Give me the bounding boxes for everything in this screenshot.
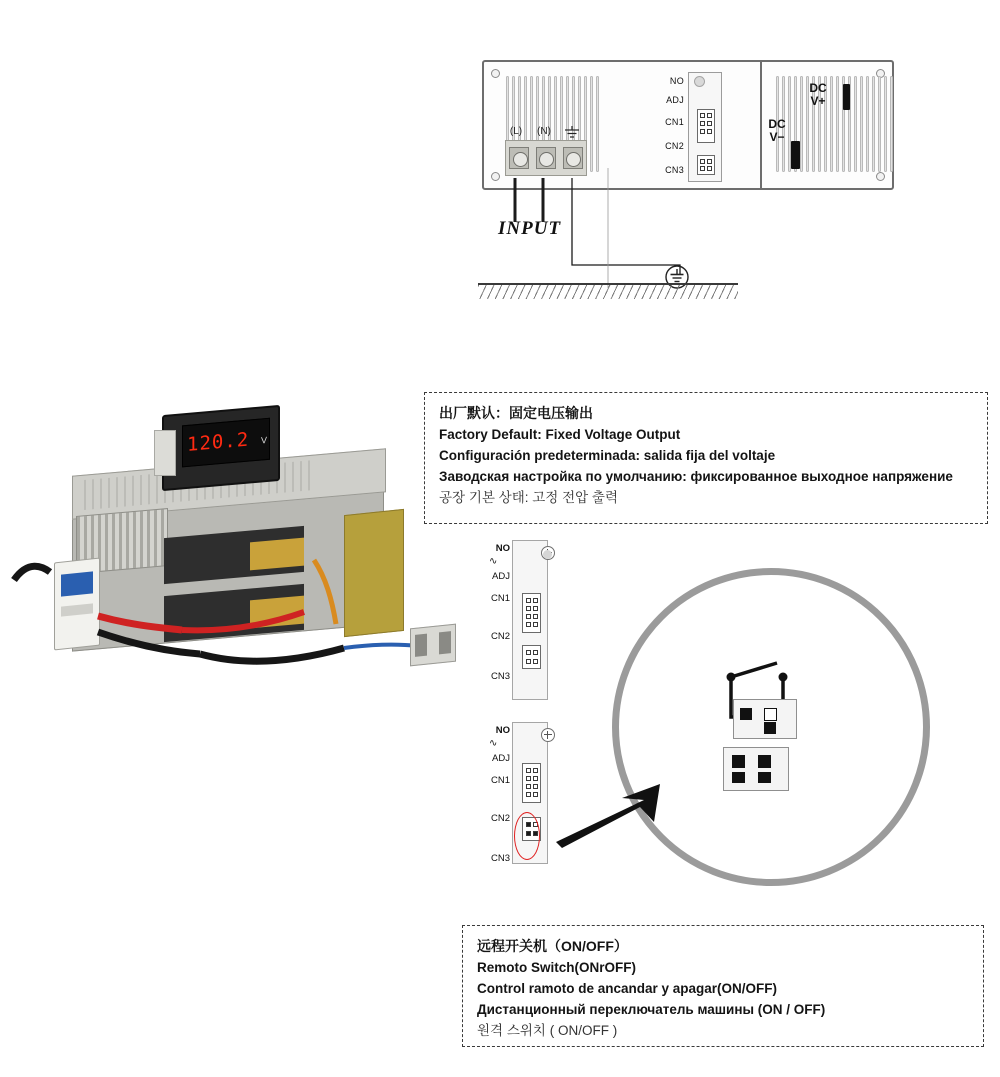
panel-screw-icon bbox=[491, 69, 500, 78]
cn3-pin-1 bbox=[740, 708, 752, 720]
rear-connector-labels: NO ADJ CN1 CN2 CN3 bbox=[665, 76, 684, 175]
note-top-es: Configuración predeterminada: salida fija del voltaje bbox=[439, 448, 776, 463]
adjust-screw-icon bbox=[541, 728, 555, 742]
rear-cn1-header bbox=[697, 109, 715, 143]
factory-default-note bbox=[424, 392, 988, 524]
panel-screw-icon bbox=[876, 172, 885, 181]
cn3-highlight-ring bbox=[514, 812, 540, 860]
meter-reading: 120.2 bbox=[187, 428, 250, 456]
ac-wave-icon: ∿ bbox=[489, 738, 498, 749]
panel-indicator-icon bbox=[694, 76, 705, 87]
photo-wiring bbox=[14, 520, 454, 700]
cn3-header-upper bbox=[522, 645, 541, 669]
remote-switch-note bbox=[462, 925, 984, 1047]
dc-positive-label: DC V+ bbox=[809, 81, 827, 108]
magnified-cn3-header bbox=[733, 699, 797, 739]
ac-wave-icon: ∿ bbox=[489, 556, 498, 567]
power-supply-photo bbox=[14, 400, 454, 700]
meter-unit: V bbox=[260, 434, 267, 446]
cn1-header-lower bbox=[522, 763, 541, 803]
terminal-neutral-label: (N) bbox=[537, 126, 551, 137]
note-top-ru: Заводская настройка по умолчанию: фиксированное выходное напряжение bbox=[439, 469, 953, 484]
current-shunt bbox=[410, 624, 456, 667]
note-top-ko: 공장 기본 상태: 고정 전압 출력 bbox=[439, 490, 618, 505]
cn3-pin-2 bbox=[764, 708, 777, 721]
note-bottom-es: Control ramoto de ancandar y apagar(ON/OFF) bbox=[477, 981, 778, 996]
dc-positive-terminal-icon bbox=[843, 84, 850, 110]
note-bottom-en: Remoto Switch(ONrOFF) bbox=[477, 960, 636, 975]
terminal-neutral bbox=[536, 147, 556, 169]
callout-arrow bbox=[552, 780, 682, 850]
terminal-live bbox=[509, 147, 529, 169]
note-top-en: Factory Default: Fixed Voltage Output bbox=[439, 427, 681, 442]
meter-display bbox=[182, 418, 270, 468]
note-bottom-zh: 远程开关机（ON/OFF） bbox=[477, 938, 628, 954]
cn3-pin-3 bbox=[764, 722, 776, 734]
connector-labels-lower: NO ADJ CN1 CN2 CN3 bbox=[490, 725, 510, 864]
magnified-connector-lower bbox=[723, 747, 789, 791]
voltage-meter bbox=[162, 405, 280, 491]
connector-strip-upper bbox=[512, 540, 548, 700]
note-bottom-ko: 원격 스위치 ( ON/OFF ) bbox=[477, 1023, 618, 1038]
input-label: INPUT bbox=[498, 218, 562, 239]
terminal-ground bbox=[563, 147, 583, 169]
terminal-live-label: (L) bbox=[509, 126, 523, 137]
note-top-zh: 出厂默认：固定电压输出 bbox=[439, 405, 593, 421]
note-bottom-ru: Дистанционный переключатель машины (ON / OFF) bbox=[477, 1002, 826, 1017]
rear-connector-strip bbox=[688, 72, 722, 182]
connector-labels-upper: NO ADJ CN1 CN2 CN3 bbox=[490, 543, 510, 682]
dc-negative-terminal-icon bbox=[791, 141, 800, 169]
ground-symbol-icon bbox=[562, 126, 582, 139]
meter-bracket bbox=[154, 430, 176, 476]
earth-ground-hatching bbox=[478, 283, 738, 299]
cn1-header-upper bbox=[522, 593, 541, 633]
dc-negative-label: DC V− bbox=[768, 117, 786, 144]
strip-indicator-icon bbox=[543, 550, 552, 559]
